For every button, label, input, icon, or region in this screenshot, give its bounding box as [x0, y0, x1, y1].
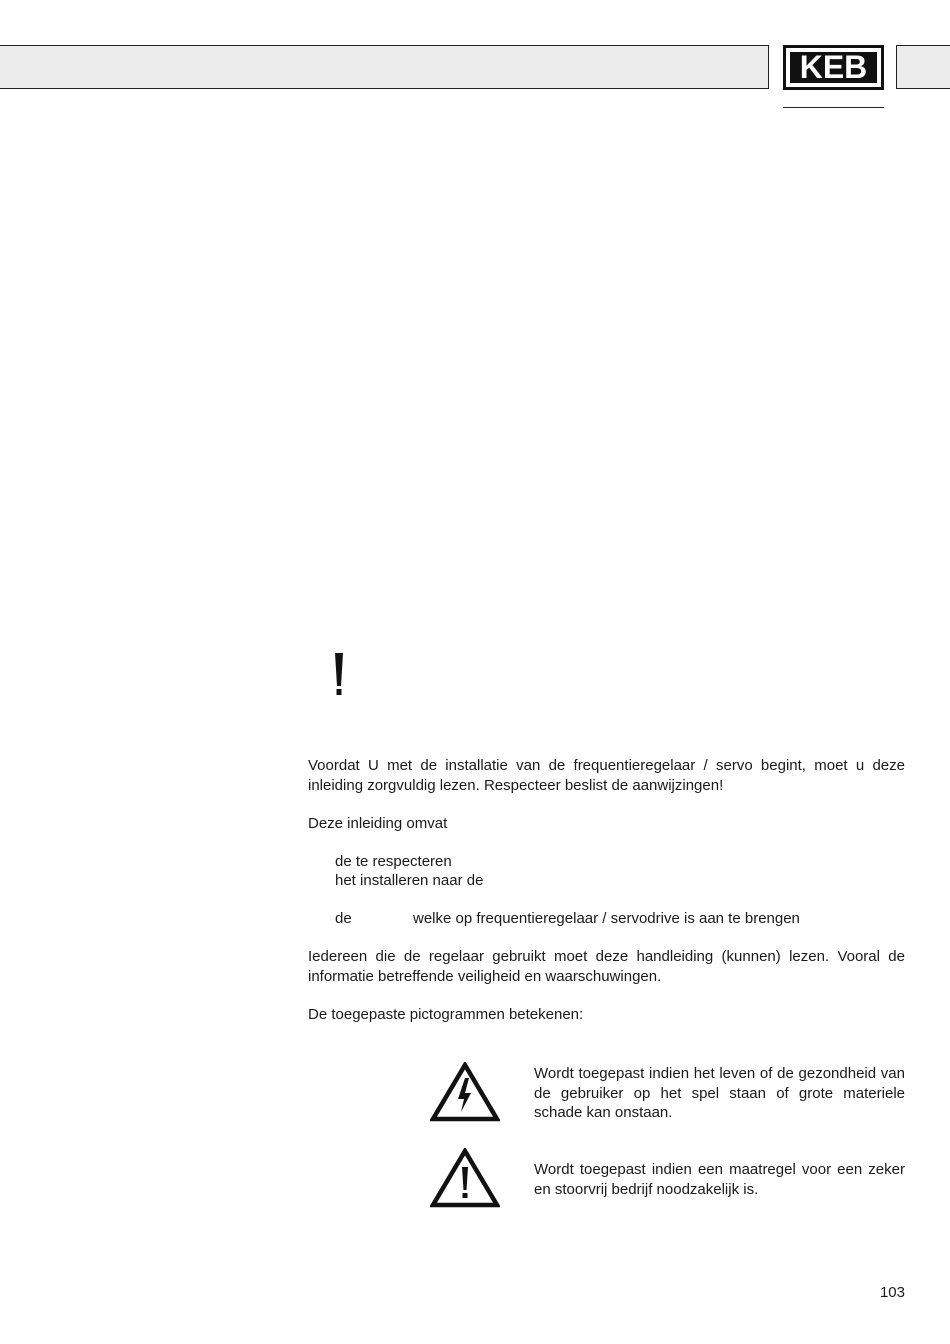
pictograms-heading: De toegepaste pictogrammen betekenen: — [308, 1006, 584, 1023]
intro-paragraph: Voordat U met de installatie van de frequentieregelaar / servo begint, moet u deze inleiding zorgvuldig lezen. Respecteer beslist de aanwijzingen! — [308, 757, 905, 794]
pictogram-description: Wordt toegepast indien een maatregel voor een zeker en stoorvrij bedrijf noodzakelijk is. — [534, 1161, 905, 1198]
contents-item: het installeren naar de — [335, 872, 484, 889]
readership-paragraph: Iedereen die de regelaar gebruikt moet deze handleiding (kunnen) lezen. Vooral de informatie betreffende veiligheid en waarschuwingen. — [308, 948, 905, 985]
exclamation-icon — [330, 650, 348, 698]
pictogram-description: Wordt toegepast indien het leven of de gezondheid van de gebruiker op het spel staan of grote materiele schade kan onstaan. — [534, 1065, 905, 1121]
contents-heading: Deze inleiding omvat — [308, 815, 448, 832]
contents-item-continued: welke op frequentieregelaar / servodrive is aan te brengen — [413, 910, 800, 927]
contents-item: de — [335, 910, 352, 927]
page-number: 103 — [879, 1284, 905, 1301]
header-band — [0, 45, 769, 89]
logo-underline — [783, 107, 884, 108]
keb-logo — [783, 45, 884, 93]
logo-badge — [790, 49, 877, 85]
general-warning-icon — [430, 1148, 500, 1208]
electric-hazard-icon — [430, 1062, 500, 1122]
contents-item: de te respecteren — [335, 853, 452, 870]
logo-text: KEB — [799, 49, 868, 85]
header-side-tab — [896, 45, 950, 89]
logo-frame — [783, 45, 884, 90]
